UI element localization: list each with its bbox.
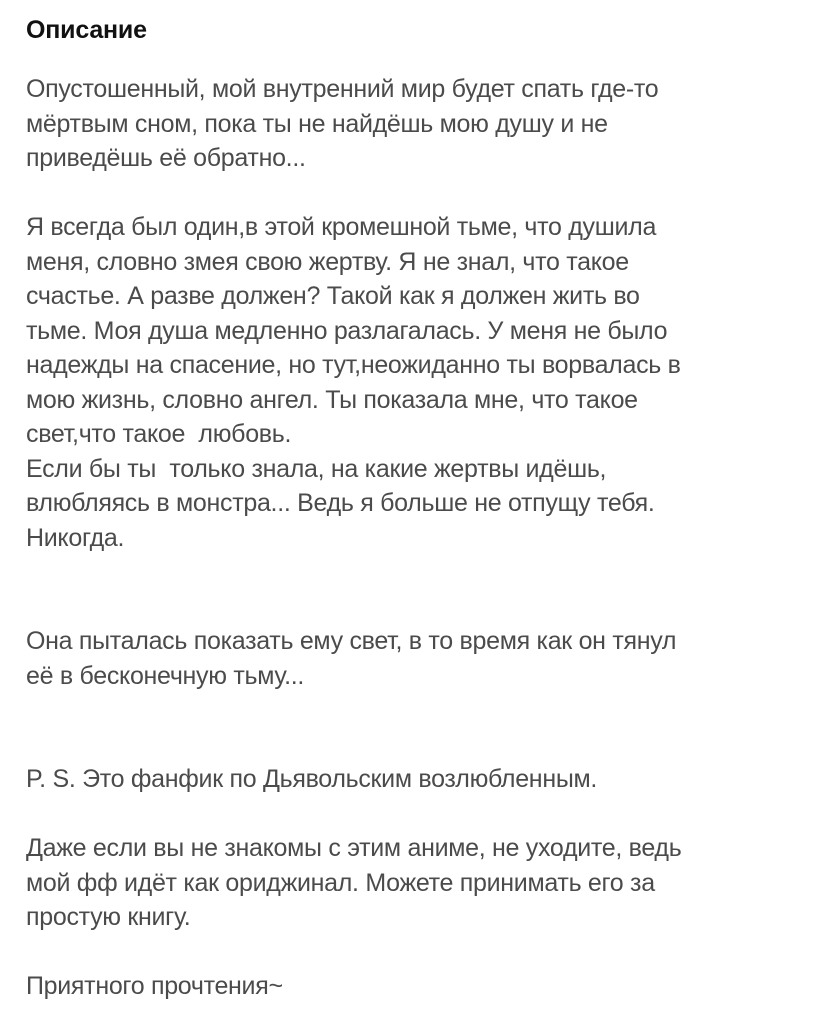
text-line: Опустошенный, мой внутренний мир будет спать где-то [26,75,659,103]
text-line: приведёшь её обратно... [26,144,306,172]
text-line: мою жизнь, словно ангел. Ты показала мне, что такое [26,385,638,414]
section-title: Описание [26,16,147,44]
paragraph [26,72,806,176]
text-line: тьме. Моя душа медленно разлагалась. У меня не было [26,316,668,345]
text-line: P. S. Это фанфик по Дьявольским возлюбленным. [26,765,598,793]
paragraph [26,624,806,693]
text-line: Приятного прочтения~ [26,972,283,1000]
paragraph [26,969,806,1004]
text-line: мёртвым сном, пока ты не найдёшь мою душу и не [26,109,608,138]
text-line: счастье. А разве должен? Такой как я должен жить во [26,282,640,310]
description-section [26,0,806,1004]
description-text [26,72,806,1004]
text-line: влюбляясь в монстра... Ведь я больше не отпущу тебя. [26,489,655,517]
text-line: надежды на спасение, но тут,неожиданно ты ворвалась в [26,351,681,379]
text-line: меня, словно змея свою жертву. Я не знал, что такое [26,247,629,276]
paragraph [26,762,806,797]
text-line: её в бесконечную тьму... [26,661,305,690]
text-line: Если бы ты только знала, на какие жертвы идёшь, [26,454,607,483]
text-line: мой фф идёт как ориджинал. Можете принимать его за [26,868,655,897]
paragraph [26,210,806,555]
text-line: Никогда. [26,523,125,552]
text-line: свет,что такое любовь. [26,420,292,448]
text-line: Даже если вы не знакомы с этим аниме, не уходите, ведь [26,834,682,862]
text-line: простую книгу. [26,903,191,931]
text-line: Я всегда был один,в этой кромешной тьме, что душила [26,213,657,241]
text-line: Она пыталась показать ему свет, в то время как он тянул [26,627,677,655]
paragraph [26,831,806,935]
